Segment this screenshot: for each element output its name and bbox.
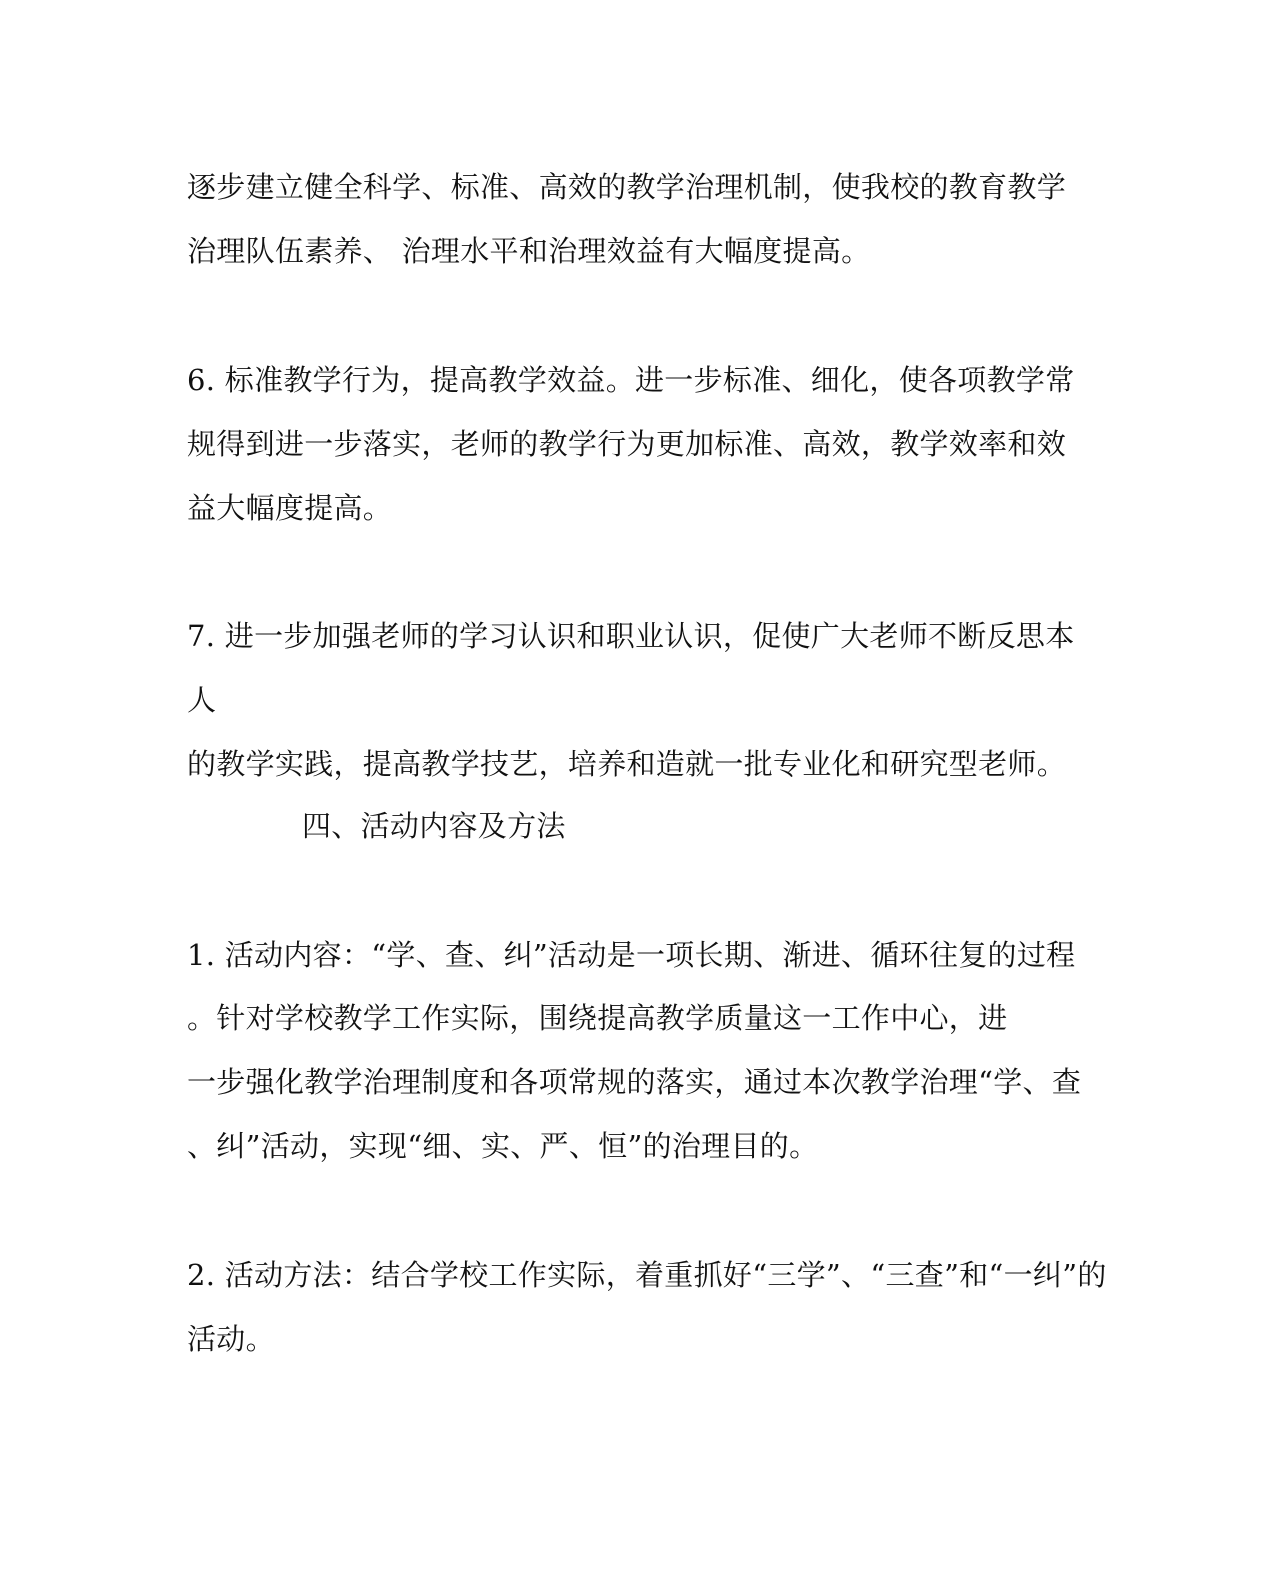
paragraph-line: 6. 标准教学行为，提高教学效益。进一步标准、细化，使各项教学常 <box>187 363 1075 397</box>
paragraph-line: 的教学实践，提高教学技艺，培养和造就一批专业化和研究型老师。 <box>187 747 1067 781</box>
paragraph-line: 1. 活动内容：“学、查、纠”活动是一项长期、渐进、循环往复的过程 <box>187 938 1076 972</box>
paragraph-line: 、纠”活动，实现“细、实、严、恒”的治理目的。 <box>187 1129 819 1163</box>
paragraph-line: 治理队伍素养、 治理水平和治理效益有大幅度提高。 <box>187 234 871 268</box>
paragraph-line: 人 <box>187 683 217 717</box>
paragraph-line: 活动。 <box>187 1322 275 1356</box>
paragraph-line: 一步强化教学治理制度和各项常规的落实，通过本次教学治理“学、查 <box>187 1065 1082 1099</box>
section-heading: 四、活动内容及方法 <box>302 809 566 843</box>
paragraph-line: 规得到进一步落实，老师的教学行为更加标准、高效，教学效率和效 <box>187 427 1067 461</box>
paragraph-line: 逐步建立健全科学、标准、高效的教学治理机制，使我校的教育教学 <box>187 170 1067 204</box>
paragraph-line: 7. 进一步加强老师的学习认识和职业认识，促使广大老师不断反思本 <box>187 619 1075 653</box>
paragraph-line: 2. 活动方法：结合学校工作实际，着重抓好“三学”、“三查”和“一纠”的 <box>187 1258 1107 1292</box>
paragraph-line: 。针对学校教学工作实际，围绕提高教学质量这一工作中心，进 <box>187 1001 1008 1035</box>
paragraph-line: 益大幅度提高。 <box>187 491 393 525</box>
